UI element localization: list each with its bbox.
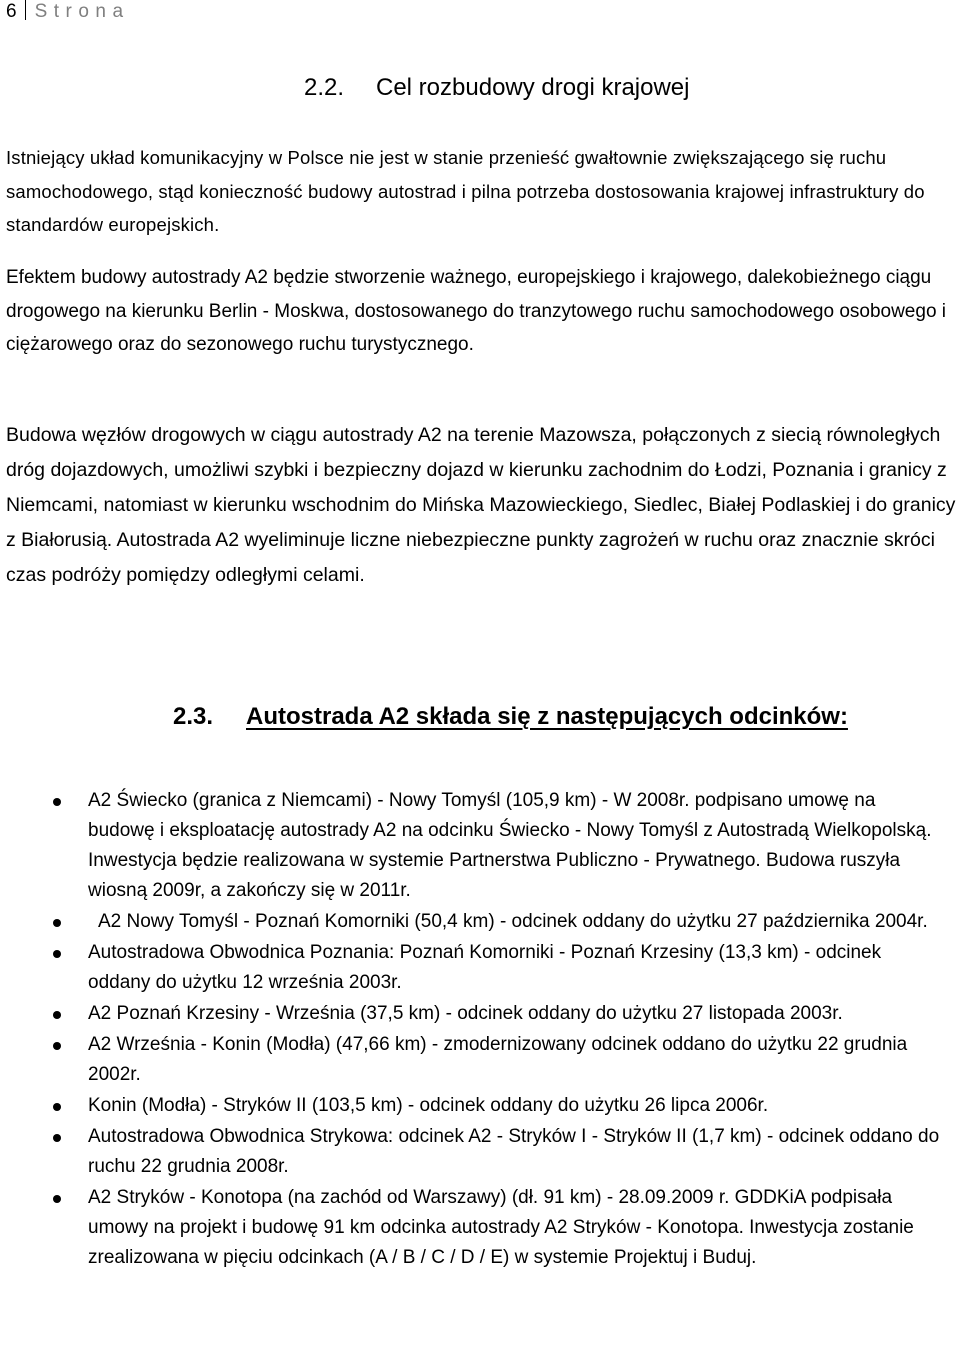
section-title: Cel rozbudowy drogi krajowej (376, 74, 690, 101)
page-header (6, 0, 130, 24)
list-item (0, 938, 960, 998)
bullet-icon (53, 798, 61, 806)
bullet-icon (53, 1011, 61, 1019)
list-item (0, 999, 960, 1029)
list-item (0, 1030, 960, 1090)
segment-text: A2 Września - Konin (Modła) (47,66 km) - zmodernizowany odcinek oddano do użytku 22 grudnia 2002r. (88, 1034, 908, 1085)
segment-text: Konin (Modła) - Stryków II (103,5 km) - odcinek oddany do użytku 26 lipca 2006r. (88, 1095, 769, 1116)
list-item (0, 1122, 960, 1182)
segment-list (0, 786, 960, 1274)
segment-text: Autostradowa Obwodnica Strykowa: odcinek A2 - Stryków I - Stryków II (1,7 km) - odcinek oddano do ruchu 22 grudnia 2008r. (88, 1126, 940, 1177)
paragraph-2: Efektem budowy autostrady A2 będzie stworzenie ważnego, europejskiego i krajowego, dalekobieżnego ciągu drogowego na kierunku Berlin - Moskwa, dostosowanego do tranzytowego ruchu samochodowego osobowego i ciężarowego oraz do sezonowego ruchu turystycznego. (6, 267, 947, 355)
bullet-icon (53, 1195, 61, 1203)
paragraph-3: Budowa węzłów drogowych w ciągu autostrady A2 na terenie Mazowsza, połączonych z siecią równoległych dróg dojazdowych, umożliwi szybki i bezpieczny dojazd w kierunku zachodnim do Łodzi, Poznania i granicy z Niemcami, natomiast w kierunku wschodnim do Mińska Mazowieckiego, Siedlec, Białej Podlaskiej i do granicy z Białorusią. Autostrada A2 wyeliminuje liczne niebezpieczne punkty zagrożeń w ruchu oraz znacznie skróci czas podróży pomiędzy odległymi celami. (6, 424, 956, 586)
paragraph-1: Istniejący układ komunikacyjny w Polsce nie jest w stanie przenieść gwałtownie zwiększającego się ruchu samochodowego, stąd konieczność budowy autostrad i pilna potrzeba dostosowania krajowej infrastruktury do standardów europejskich. (6, 147, 925, 235)
section-number: 2.2. (304, 74, 345, 101)
bullet-icon (53, 1134, 61, 1142)
list-item (0, 907, 960, 937)
section-heading-2-2 (304, 72, 689, 104)
segment-text: A2 Świecko (granica z Niemcami) - Nowy Tomyśl (105,9 km) - W 2008r. podpisano umowę na budowę i eksploatację autostrady A2 na odcinku Świecko - Nowy Tomyśl z Autostradą Wielkopolską. Inwestycja będzie realizowana w systemie Partnerstwa Publiczno - Prywatnego. Budowa ruszyła wiosną 2009r, a zakończy się w 2011r. (88, 790, 932, 901)
page-number: 6 (6, 1, 17, 22)
bullet-icon (53, 919, 61, 927)
page-word: Strona (34, 1, 130, 22)
header-divider (25, 0, 26, 20)
section-number: 2.3. (173, 703, 214, 730)
list-item (0, 786, 960, 906)
section-title: Autostrada A2 składa się z następujących odcinków: (246, 703, 848, 730)
bullet-icon (53, 1103, 61, 1111)
section-heading-2-3 (173, 701, 848, 733)
segment-text: A2 Poznań Krzesiny - Września (37,5 km) - odcinek oddany do użytku 27 listopada 2003r. (88, 1003, 843, 1024)
segment-text: A2 Nowy Tomyśl - Poznań Komorniki (50,4 km) - odcinek oddany do użytku 27 października 2004r. (98, 911, 928, 932)
segment-text: Autostradowa Obwodnica Poznania: Poznań Komorniki - Poznań Krzesiny (13,3 km) - odcinek oddany do użytku 12 września 2003r. (88, 942, 882, 993)
bullet-icon (53, 950, 61, 958)
segment-text: A2 Stryków - Konotopa (na zachód od Warszawy) (dł. 91 km) - 28.09.2009 r. GDDKiA podpisała umowy na projekt i budowę 91 km odcinka autostrady A2 Stryków - Konotopa. Inwestycja zostanie zrealizowana w pięciu odcinkach (A / B / C / D / E) w systemie Projektuj i Buduj. (88, 1187, 914, 1268)
list-item (0, 1183, 960, 1273)
list-item (0, 1091, 960, 1121)
bullet-icon (53, 1042, 61, 1050)
